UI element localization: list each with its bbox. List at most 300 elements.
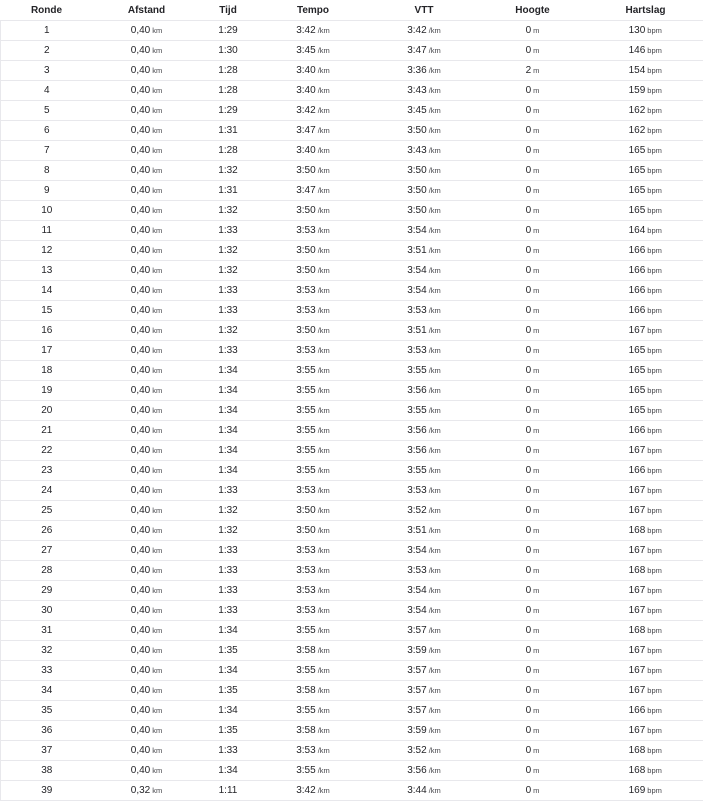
lap-pace-cell [256, 181, 371, 201]
lap-elevation: 0 [526, 185, 532, 196]
lap-pace: 3:53 [296, 745, 315, 756]
lap-gap-cell [371, 41, 478, 61]
lap-pace: 3:50 [296, 165, 315, 176]
lap-pace-unit: /km [318, 406, 330, 415]
lap-distance-cell [93, 781, 201, 801]
lap-distance-cell [93, 201, 201, 221]
lap-pace-cell [256, 421, 371, 441]
lap-gap-unit: /km [429, 586, 441, 595]
lap-heart-rate-cell [588, 581, 703, 601]
lap-number: 6 [44, 125, 50, 136]
lap-elevation: 0 [526, 725, 532, 736]
lap-heart-rate-unit: bpm [647, 786, 662, 795]
lap-elevation-unit: m [533, 226, 539, 235]
header-afstand[interactable]: Afstand [93, 0, 201, 21]
header-hoogte[interactable]: Hoogte [478, 0, 588, 21]
lap-distance-unit: km [152, 366, 162, 375]
table-row [1, 161, 703, 181]
lap-elevation-cell [478, 661, 588, 681]
lap-pace: 3:47 [296, 185, 315, 196]
lap-heart-rate: 167 [629, 725, 646, 736]
lap-pace-unit: /km [318, 626, 330, 635]
table-row [1, 461, 703, 481]
lap-time: 1:28 [218, 65, 237, 76]
lap-gap: 3:55 [407, 405, 426, 416]
lap-number: 16 [41, 325, 52, 336]
lap-heart-rate: 168 [629, 525, 646, 536]
lap-elevation: 0 [526, 605, 532, 616]
lap-heart-rate-cell [588, 341, 703, 361]
lap-time-cell [201, 321, 256, 341]
lap-time-cell [201, 121, 256, 141]
table-row [1, 121, 703, 141]
lap-gap-cell [371, 461, 478, 481]
lap-gap: 3:53 [407, 485, 426, 496]
lap-number-cell [1, 641, 93, 661]
lap-pace-unit: /km [318, 646, 330, 655]
lap-pace: 3:53 [296, 305, 315, 316]
lap-gap-unit: /km [429, 186, 441, 195]
table-row [1, 301, 703, 321]
lap-gap-cell [371, 341, 478, 361]
lap-heart-rate: 165 [629, 345, 646, 356]
lap-elevation-cell [478, 721, 588, 741]
table-row [1, 601, 703, 621]
lap-time-cell [201, 341, 256, 361]
lap-gap-unit: /km [429, 506, 441, 515]
lap-heart-rate: 167 [629, 645, 646, 656]
lap-distance: 0,40 [131, 705, 150, 716]
lap-gap: 3:43 [407, 85, 426, 96]
lap-elevation-cell [478, 221, 588, 241]
lap-number-cell [1, 621, 93, 641]
lap-distance-unit: km [152, 406, 162, 415]
lap-time: 1:29 [218, 105, 237, 116]
lap-heart-rate-unit: bpm [647, 546, 662, 555]
lap-gap-cell [371, 221, 478, 241]
lap-gap: 3:53 [407, 565, 426, 576]
lap-number: 10 [41, 205, 52, 216]
lap-heart-rate-unit: bpm [647, 106, 662, 115]
lap-heart-rate: 166 [629, 705, 646, 716]
lap-heart-rate-cell [588, 221, 703, 241]
lap-pace-cell [256, 261, 371, 281]
lap-heart-rate: 167 [629, 585, 646, 596]
lap-time-cell [201, 481, 256, 501]
lap-elevation-cell [478, 741, 588, 761]
lap-distance: 0,40 [131, 545, 150, 556]
header-vtt[interactable]: VTT [371, 0, 478, 21]
lap-number-cell [1, 321, 93, 341]
lap-distance-unit: km [152, 626, 162, 635]
lap-number-cell [1, 361, 93, 381]
lap-heart-rate-cell [588, 461, 703, 481]
lap-time-cell [201, 281, 256, 301]
lap-elevation-unit: m [533, 426, 539, 435]
lap-pace-unit: /km [318, 106, 330, 115]
lap-elevation-unit: m [533, 146, 539, 155]
lap-heart-rate: 164 [629, 225, 646, 236]
lap-pace: 3:53 [296, 225, 315, 236]
lap-gap: 3:55 [407, 465, 426, 476]
lap-number: 36 [41, 725, 52, 736]
lap-distance-cell [93, 21, 201, 41]
lap-heart-rate-unit: bpm [647, 506, 662, 515]
lap-distance-unit: km [152, 166, 162, 175]
lap-heart-rate-cell [588, 281, 703, 301]
lap-elevation-cell [478, 241, 588, 261]
lap-elevation: 0 [526, 365, 532, 376]
lap-pace-cell [256, 701, 371, 721]
lap-elevation: 0 [526, 685, 532, 696]
lap-gap: 3:36 [407, 65, 426, 76]
lap-distance: 0,40 [131, 325, 150, 336]
lap-elevation-unit: m [533, 586, 539, 595]
lap-distance: 0,40 [131, 145, 150, 156]
lap-heart-rate-cell [588, 521, 703, 541]
lap-distance-cell [93, 241, 201, 261]
lap-distance: 0,40 [131, 25, 150, 36]
lap-distance: 0,40 [131, 285, 150, 296]
lap-gap-cell [371, 561, 478, 581]
lap-elevation-unit: m [533, 406, 539, 415]
lap-time: 1:30 [218, 45, 237, 56]
lap-number-cell [1, 221, 93, 241]
lap-distance: 0,40 [131, 65, 150, 76]
lap-pace-cell [256, 481, 371, 501]
lap-pace-cell [256, 721, 371, 741]
lap-elevation: 0 [526, 525, 532, 536]
lap-number-cell [1, 661, 93, 681]
lap-time: 1:34 [218, 665, 237, 676]
lap-time: 1:11 [219, 785, 238, 796]
lap-time: 1:34 [218, 705, 237, 716]
lap-pace-unit: /km [318, 746, 330, 755]
lap-pace-cell [256, 661, 371, 681]
lap-pace-unit: /km [318, 166, 330, 175]
lap-pace: 3:58 [296, 645, 315, 656]
lap-elevation: 0 [526, 45, 532, 56]
lap-elevation-unit: m [533, 126, 539, 135]
lap-pace-cell [256, 741, 371, 761]
lap-distance: 0,40 [131, 525, 150, 536]
lap-gap: 3:44 [407, 785, 426, 796]
lap-distance-cell [93, 461, 201, 481]
lap-number: 9 [44, 185, 50, 196]
lap-pace-cell [256, 641, 371, 661]
lap-distance-unit: km [152, 126, 162, 135]
lap-gap: 3:53 [407, 305, 426, 316]
lap-pace-cell [256, 241, 371, 261]
lap-elevation-cell [478, 781, 588, 801]
lap-elevation: 0 [526, 245, 532, 256]
lap-distance-cell [93, 701, 201, 721]
table-row [1, 401, 703, 421]
lap-elevation: 0 [526, 385, 532, 396]
lap-pace-unit: /km [318, 266, 330, 275]
lap-gap: 3:57 [407, 625, 426, 636]
lap-heart-rate-cell [588, 501, 703, 521]
lap-time: 1:28 [218, 145, 237, 156]
lap-distance-unit: km [152, 706, 162, 715]
lap-heart-rate-unit: bpm [647, 126, 662, 135]
lap-distance-unit: km [152, 446, 162, 455]
lap-elevation-unit: m [533, 306, 539, 315]
lap-pace: 3:40 [296, 145, 315, 156]
lap-pace: 3:42 [296, 25, 315, 36]
lap-pace-cell [256, 461, 371, 481]
lap-pace: 3:40 [296, 85, 315, 96]
lap-elevation-cell [478, 621, 588, 641]
lap-number: 7 [44, 145, 50, 156]
lap-heart-rate: 154 [629, 65, 646, 76]
lap-heart-rate: 146 [629, 45, 646, 56]
lap-distance-unit: km [152, 466, 162, 475]
lap-distance: 0,40 [131, 125, 150, 136]
table-row [1, 41, 703, 61]
lap-elevation-unit: m [533, 466, 539, 475]
lap-elevation-unit: m [533, 106, 539, 115]
lap-distance-unit: km [152, 746, 162, 755]
lap-gap-cell [371, 321, 478, 341]
lap-pace-cell [256, 381, 371, 401]
table-row [1, 521, 703, 541]
header-tijd[interactable]: Tijd [201, 0, 256, 21]
lap-number: 26 [41, 525, 52, 536]
header-ronde[interactable]: Ronde [1, 0, 93, 21]
lap-distance-unit: km [152, 246, 162, 255]
lap-distance-unit: km [152, 486, 162, 495]
lap-elevation-cell [478, 521, 588, 541]
lap-distance-unit: km [152, 386, 162, 395]
lap-distance-cell [93, 721, 201, 741]
lap-distance: 0,40 [131, 105, 150, 116]
lap-gap-unit: /km [429, 386, 441, 395]
lap-heart-rate: 167 [629, 685, 646, 696]
lap-pace-unit: /km [318, 246, 330, 255]
lap-pace: 3:50 [296, 245, 315, 256]
lap-heart-rate-unit: bpm [647, 746, 662, 755]
lap-time: 1:34 [218, 425, 237, 436]
lap-number: 19 [41, 385, 52, 396]
lap-gap-unit: /km [429, 346, 441, 355]
lap-heart-rate: 165 [629, 385, 646, 396]
lap-number-cell [1, 181, 93, 201]
header-hartslag[interactable]: Hartslag [588, 0, 703, 21]
lap-elevation: 0 [526, 125, 532, 136]
lap-gap-unit: /km [429, 146, 441, 155]
lap-gap-unit: /km [429, 26, 441, 35]
lap-elevation-unit: m [533, 186, 539, 195]
lap-number: 32 [41, 645, 52, 656]
lap-time-cell [201, 561, 256, 581]
lap-distance: 0,40 [131, 165, 150, 176]
lap-pace-unit: /km [318, 26, 330, 35]
lap-time-cell [201, 221, 256, 241]
lap-pace: 3:53 [296, 585, 315, 596]
lap-time-cell [201, 461, 256, 481]
lap-elevation-unit: m [533, 286, 539, 295]
lap-elevation: 0 [526, 145, 532, 156]
lap-pace-unit: /km [318, 586, 330, 595]
lap-number-cell [1, 61, 93, 81]
lap-heart-rate-unit: bpm [647, 286, 662, 295]
lap-number-cell [1, 481, 93, 501]
lap-pace-unit: /km [318, 566, 330, 575]
lap-distance: 0,40 [131, 465, 150, 476]
lap-elevation-cell [478, 261, 588, 281]
lap-gap-unit: /km [429, 266, 441, 275]
lap-heart-rate-cell [588, 601, 703, 621]
lap-elevation: 0 [526, 765, 532, 776]
lap-distance-cell [93, 561, 201, 581]
lap-gap-unit: /km [429, 546, 441, 555]
lap-time-cell [201, 21, 256, 41]
lap-gap-cell [371, 381, 478, 401]
lap-pace-cell [256, 41, 371, 61]
lap-elevation-unit: m [533, 786, 539, 795]
lap-pace-cell [256, 561, 371, 581]
lap-pace-unit: /km [318, 726, 330, 735]
lap-time-cell [201, 621, 256, 641]
lap-number-cell [1, 281, 93, 301]
lap-gap-cell [371, 121, 478, 141]
table-row [1, 81, 703, 101]
lap-pace-cell [256, 321, 371, 341]
lap-pace-unit: /km [318, 446, 330, 455]
lap-gap: 3:56 [407, 445, 426, 456]
lap-gap-unit: /km [429, 246, 441, 255]
lap-elevation: 0 [526, 405, 532, 416]
lap-number: 23 [41, 465, 52, 476]
lap-number: 22 [41, 445, 52, 456]
lap-distance-unit: km [152, 726, 162, 735]
lap-heart-rate: 159 [629, 85, 646, 96]
lap-pace: 3:50 [296, 205, 315, 216]
lap-heart-rate-unit: bpm [647, 626, 662, 635]
lap-heart-rate: 167 [629, 325, 646, 336]
lap-gap-unit: /km [429, 666, 441, 675]
lap-distance: 0,40 [131, 365, 150, 376]
lap-elevation-unit: m [533, 46, 539, 55]
lap-distance: 0,40 [131, 745, 150, 756]
lap-distance-unit: km [152, 426, 162, 435]
lap-number: 35 [41, 705, 52, 716]
lap-number-cell [1, 541, 93, 561]
lap-heart-rate-unit: bpm [647, 486, 662, 495]
table-row [1, 361, 703, 381]
lap-pace: 3:55 [296, 465, 315, 476]
lap-elevation: 0 [526, 705, 532, 716]
table-row [1, 101, 703, 121]
lap-gap: 3:51 [407, 525, 426, 536]
lap-heart-rate: 165 [629, 165, 646, 176]
lap-elevation-unit: m [533, 386, 539, 395]
lap-elevation: 0 [526, 225, 532, 236]
lap-distance: 0,40 [131, 185, 150, 196]
lap-heart-rate-unit: bpm [647, 146, 662, 155]
lap-time-cell [201, 601, 256, 621]
lap-heart-rate-cell [588, 101, 703, 121]
lap-number-cell [1, 21, 93, 41]
lap-number-cell [1, 601, 93, 621]
lap-heart-rate-unit: bpm [647, 386, 662, 395]
lap-gap-cell [371, 501, 478, 521]
lap-time-cell [201, 581, 256, 601]
lap-heart-rate: 167 [629, 505, 646, 516]
lap-heart-rate-unit: bpm [647, 186, 662, 195]
lap-number: 5 [44, 105, 50, 116]
header-tempo[interactable]: Tempo [256, 0, 371, 21]
lap-elevation-cell [478, 601, 588, 621]
lap-distance-cell [93, 41, 201, 61]
lap-gap-unit: /km [429, 726, 441, 735]
lap-heart-rate: 165 [629, 145, 646, 156]
lap-gap: 3:51 [407, 325, 426, 336]
lap-time: 1:35 [218, 685, 237, 696]
table-row [1, 421, 703, 441]
lap-number: 17 [41, 345, 52, 356]
lap-pace-unit: /km [318, 486, 330, 495]
lap-elevation-unit: m [533, 266, 539, 275]
lap-elevation-cell [478, 381, 588, 401]
lap-heart-rate-cell [588, 541, 703, 561]
lap-heart-rate-unit: bpm [647, 446, 662, 455]
lap-time: 1:34 [218, 385, 237, 396]
lap-gap-cell [371, 781, 478, 801]
lap-number: 38 [41, 765, 52, 776]
lap-gap: 3:50 [407, 125, 426, 136]
lap-heart-rate: 166 [629, 245, 646, 256]
table-row [1, 701, 703, 721]
lap-distance: 0,40 [131, 405, 150, 416]
lap-distance-cell [93, 81, 201, 101]
lap-elevation: 0 [526, 785, 532, 796]
lap-gap-cell [371, 281, 478, 301]
lap-time-cell [201, 261, 256, 281]
lap-time-cell [201, 241, 256, 261]
lap-pace: 3:53 [296, 345, 315, 356]
lap-distance-unit: km [152, 766, 162, 775]
lap-distance-cell [93, 61, 201, 81]
lap-heart-rate-cell [588, 761, 703, 781]
lap-pace-unit: /km [318, 46, 330, 55]
lap-gap-cell [371, 481, 478, 501]
lap-heart-rate: 165 [629, 205, 646, 216]
lap-time: 1:33 [218, 565, 237, 576]
lap-distance-cell [93, 281, 201, 301]
lap-gap-unit: /km [429, 226, 441, 235]
lap-distance: 0,40 [131, 765, 150, 776]
lap-time-cell [201, 721, 256, 741]
lap-distance-cell [93, 581, 201, 601]
lap-pace: 3:53 [296, 545, 315, 556]
lap-heart-rate-unit: bpm [647, 26, 662, 35]
lap-gap: 3:54 [407, 545, 426, 556]
lap-heart-rate-unit: bpm [647, 726, 662, 735]
lap-pace-unit: /km [318, 66, 330, 75]
lap-distance: 0,40 [131, 445, 150, 456]
lap-gap-cell [371, 681, 478, 701]
lap-heart-rate: 162 [629, 105, 646, 116]
lap-elevation-cell [478, 541, 588, 561]
lap-heart-rate-unit: bpm [647, 166, 662, 175]
lap-elevation-cell [478, 181, 588, 201]
lap-time: 1:32 [218, 325, 237, 336]
lap-elevation-unit: m [533, 706, 539, 715]
lap-heart-rate-cell [588, 781, 703, 801]
lap-gap-unit: /km [429, 426, 441, 435]
